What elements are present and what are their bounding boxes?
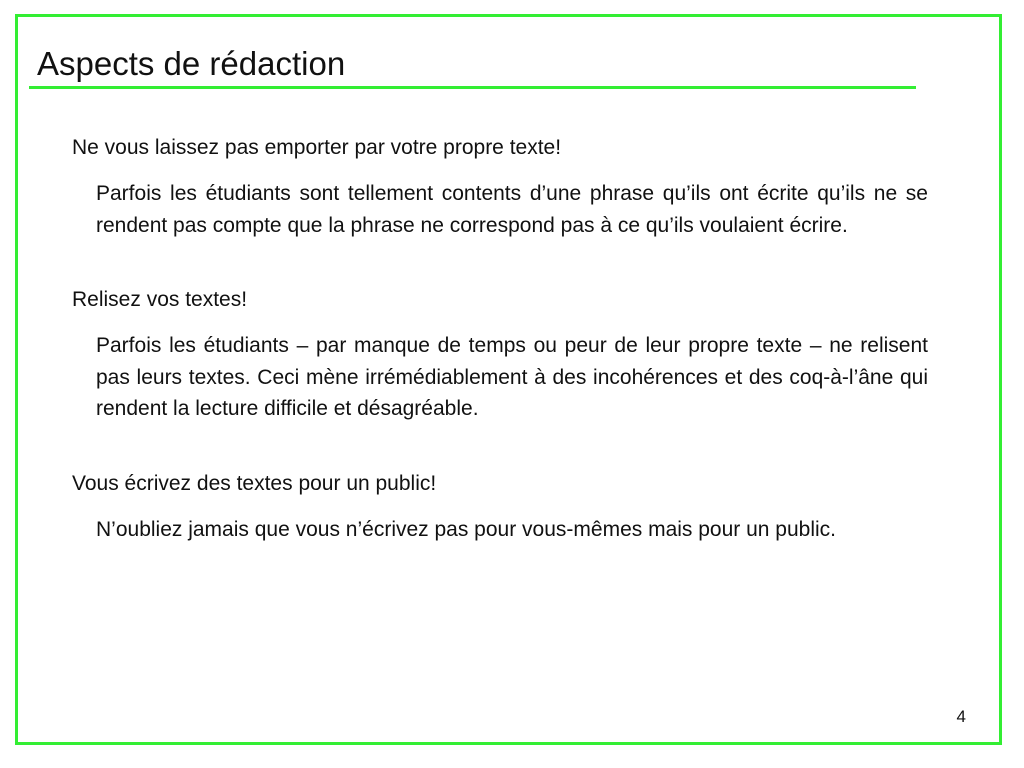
section-emporter <box>72 132 928 241</box>
page-number: 4 <box>956 707 966 726</box>
section-body: Parfois les étudiants sont tellement contents d’une phrase qu’ils ont écrite qu’ils ne se rendent pas compte que la phrase ne correspond pas à ce qu’ils voulaient écrire. <box>96 182 928 237</box>
section-heading: Relisez vos textes! <box>72 288 248 311</box>
slide-content <box>72 132 928 545</box>
section-public <box>72 468 928 546</box>
section-heading: Ne vous laissez pas emporter par votre propre texte! <box>72 136 562 159</box>
title-underline <box>29 86 916 89</box>
section-body: N’oubliez jamais que vous n’écrivez pas pour vous-mêmes mais pour un public. <box>96 517 837 541</box>
section-heading: Vous écrivez des textes pour un public! <box>72 471 437 495</box>
slide-title: Aspects de rédaction <box>37 45 346 82</box>
section-relisez <box>72 284 928 425</box>
section-body: Parfois les étudiants – par manque de temps ou peur de leur propre texte – ne relisent pas leurs textes. Ceci mène irrémédiablement à des incohérences et des coq-à-l’âne qui rendent la lecture difficile et désagréable. <box>96 334 928 420</box>
